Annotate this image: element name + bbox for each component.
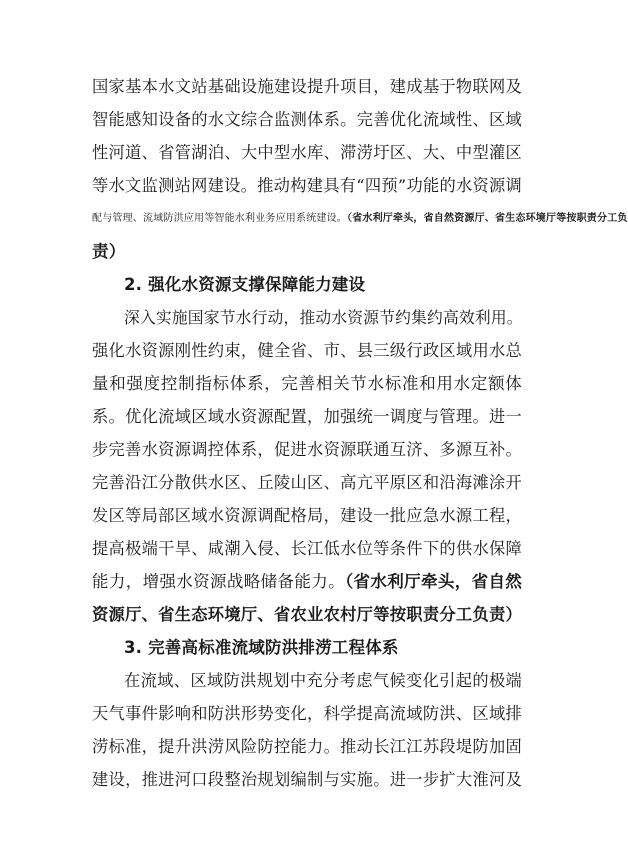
responsibility-note: （省水利厅牵头，省自然资源厅、省生态环境厅等按职责分工负 [347,213,628,224]
paragraph-line [92,598,522,631]
paragraph-line: 系。优化流域区域水资源配置，加强统一调度与管理。进一 [92,407,522,426]
paragraph-line: 步完善水资源调控体系，促进水资源联通互济、多源互补。 [92,440,522,459]
paragraph-line: 在流域、区域防洪规划中充分考虑气候变化引起的极端 [124,671,522,690]
paragraph-line [92,565,522,598]
paragraph-line: 性河道、省管湖泊、大中型水库、滞涝圩区、大、中型灌区 [92,143,522,162]
paragraph-line: 提高极端干旱、咸潮入侵、长江低水位等条件下的供水保障 [92,539,522,558]
paragraph-line [92,235,522,268]
paragraph-text: 能力，增强水资源战略储备能力。 [92,572,345,591]
paragraph-line: 建设，推进河口段整治规划编制与实施。进一步扩大淮河及 [92,770,522,789]
paragraph-line [92,202,628,235]
paragraph-line: 强化水资源刚性约束，健全省、市、县三级行政区域用水总 [92,341,522,360]
paragraph-text: 配与管理、流域防洪应用等智能水利业务应用系统建设。 [92,213,347,224]
responsibility-note-end: 责） [92,242,126,261]
paragraph-line: 天气事件影响和防洪形势变化，科学提高流域防洪、区域排 [92,704,522,723]
responsibility-note: （省水利厅牵头，省自然 [344,572,523,591]
paragraph-line: 涝标准，提升洪涝风险防控能力。推动长江江苏段堤防加固 [92,737,522,756]
paragraph-line: 智能感知设备的水文综合监测体系。完善优化流域性、区域 [92,110,522,129]
paragraph-line: 发区等局部区域水资源调配格局，建设一批应急水源工程， [92,506,522,525]
paragraph-line: 量和强度控制指标体系，完善相关节水标准和用水定额体 [92,374,522,393]
paragraph-line: 等水文监测站网建设。推动构建具有“四预”功能的水资源调 [92,176,522,195]
paragraph-line: 国家基本水文站基础设施建设提升项目，建成基于物联网及 [92,77,522,96]
responsibility-note-end: 资源厅、省生态环境厅、省农业农村厅等按职责分工负责） [92,605,522,624]
paragraph-line: 完善沿江分散供水区、丘陵山区、高亢平原区和沿海滩涂开 [92,473,522,492]
section-heading: 2. 强化水资源支撑保障能力建设 [124,275,366,294]
section-heading: 3. 完善高标准流域防洪排涝工程体系 [124,638,399,657]
document-page [92,70,628,796]
paragraph-line: 深入实施国家节水行动，推动水资源节约集约高效利用。 [124,308,523,327]
